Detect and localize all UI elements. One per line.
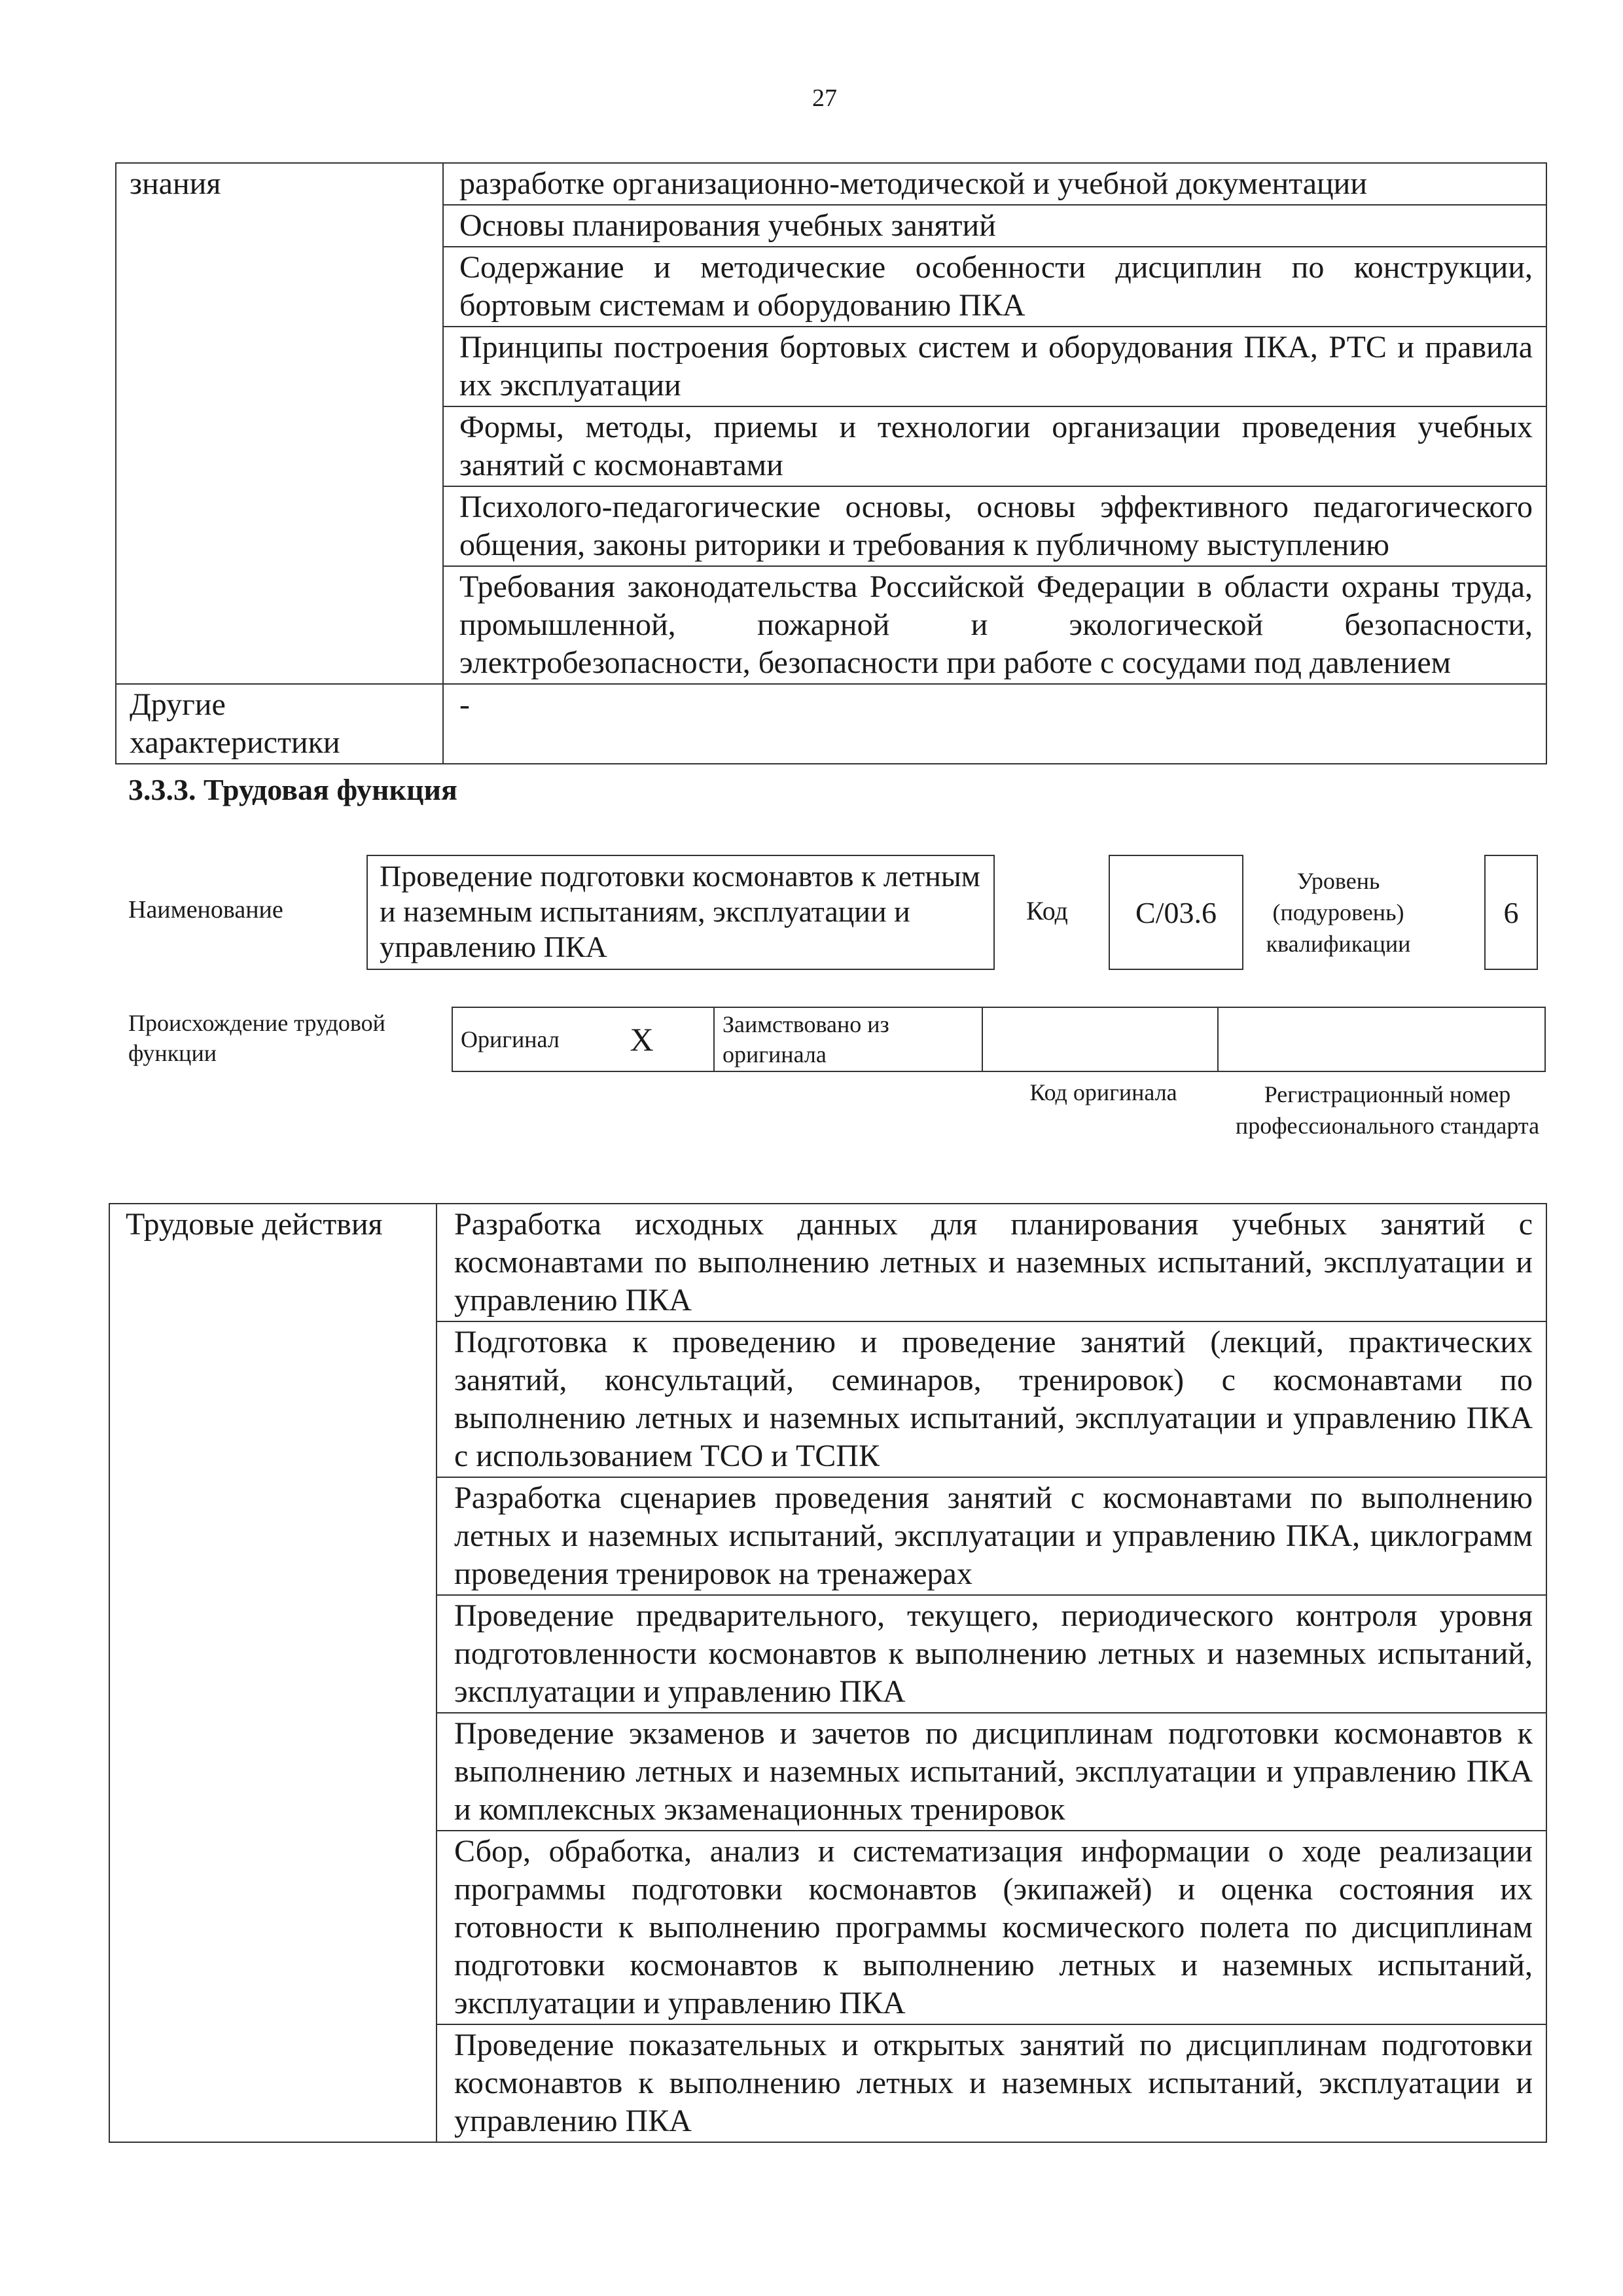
knowledge-item: разработке организационно-методической и учебной документации bbox=[443, 163, 1546, 205]
code-label: Код bbox=[1026, 896, 1068, 925]
labor-action-item: Проведение экзаменов и зачетов по дисциплинам подготовки космонавтов к выполнению летных и наземных испытаний, эксплуатации и управлению ПКА и комплексных экзаменационных тренировок bbox=[437, 1713, 1546, 1831]
knowledge-item: Психолого-педагогические основы, основы эффективного педагогического общения, законы риторики и требования к публичному выступлению bbox=[443, 486, 1546, 566]
labor-actions-label: Трудовые действия bbox=[109, 1204, 437, 2142]
knowledge-item: Основы планирования учебных занятий bbox=[443, 205, 1546, 247]
other-characteristics-label: Другие характеристики bbox=[116, 684, 443, 764]
other-characteristics-value: - bbox=[443, 684, 1546, 764]
knowledge-item: Содержание и методические особенности дисциплин по конструкции, бортовым системам и оборудованию ПКА bbox=[443, 247, 1546, 327]
section-title: 3.3.3. Трудовая функция bbox=[128, 773, 457, 806]
labor-action-item: Разработка сценариев проведения занятий с космонавтами по выполнению летных и наземных испытаний, эксплуатации и управлению ПКА, циклограмм проведения тренировок на тренажерах bbox=[437, 1477, 1546, 1595]
origin-label: Происхождение трудовой функции bbox=[128, 1010, 385, 1066]
borrowed-label: Заимствовано из оригинала bbox=[714, 1007, 982, 1071]
name-label: Наименование bbox=[128, 896, 283, 924]
origin-table bbox=[452, 1007, 1546, 1072]
registration-number-caption: Регистрационный номер профессионального стандарта bbox=[1235, 1081, 1540, 1139]
original-label: Оригинал bbox=[452, 1007, 570, 1071]
labor-action-item: Проведение предварительного, текущего, периодического контроля уровня подготовленности космонавтов к выполнению летных и наземных испытаний, эксплуатации и управлению ПКА bbox=[437, 1595, 1546, 1713]
function-code-box: С/03.6 bbox=[1109, 855, 1243, 970]
original-code-caption: Код оригинала bbox=[1029, 1079, 1177, 1105]
original-mark: X bbox=[570, 1007, 714, 1071]
qualification-level-box: 6 bbox=[1484, 855, 1538, 970]
original-code-cell bbox=[982, 1007, 1218, 1071]
qualification-level-label: Уровень (подуровень) квалификации bbox=[1266, 868, 1411, 957]
labor-action-item: Сбор, обработка, анализ и систематизация информации о ходе реализации программы подготовки космонавтов (экипажей) и оценка состояния их готовности к выполнению программы космического полета по дисциплинам подготовки космонавтов к выполнению летных и наземных испытаний, эксплуатации и управлению ПКА bbox=[437, 1831, 1546, 2024]
labor-actions-table bbox=[109, 1203, 1547, 2143]
labor-action-item: Подготовка к проведению и проведение занятий (лекций, практических занятий, консультаций, семинаров, тренировок) с космонавтами по выполнению летных и наземных испытаний, эксплуатации и управлению ПКА с использованием ТСО и ТСПК bbox=[437, 1321, 1546, 1477]
knowledge-item: Принципы построения бортовых систем и оборудования ПКА, РТС и правила их эксплуатации bbox=[443, 327, 1546, 406]
labor-action-item: Проведение показательных и открытых занятий по дисциплинам подготовки космонавтов к выполнению летных и наземных испытаний, эксплуатации и управлению ПКА bbox=[437, 2024, 1546, 2142]
labor-action-item: Разработка исходных данных для планирования учебных занятий с космонавтами по выполнению летных и наземных испытаний, эксплуатации и управлению ПКА bbox=[437, 1204, 1546, 1321]
knowledge-item: Формы, методы, приемы и технологии организации проведения учебных занятий с космонавтами bbox=[443, 406, 1546, 486]
knowledge-table bbox=[115, 162, 1547, 764]
page-number: 27 bbox=[812, 84, 837, 112]
function-name-box: Проведение подготовки космонавтов к летным и наземным испытаниям, эксплуатации и управлению ПКА bbox=[366, 855, 995, 970]
knowledge-label: знания bbox=[116, 163, 443, 684]
registration-number-cell bbox=[1218, 1007, 1545, 1071]
knowledge-item: Требования законодательства Российской Федерации в области охраны труда, промышленной, пожарной и экологической безопасности, электробезопасности, безопасности при работе с сосудами под давлением bbox=[443, 566, 1546, 684]
